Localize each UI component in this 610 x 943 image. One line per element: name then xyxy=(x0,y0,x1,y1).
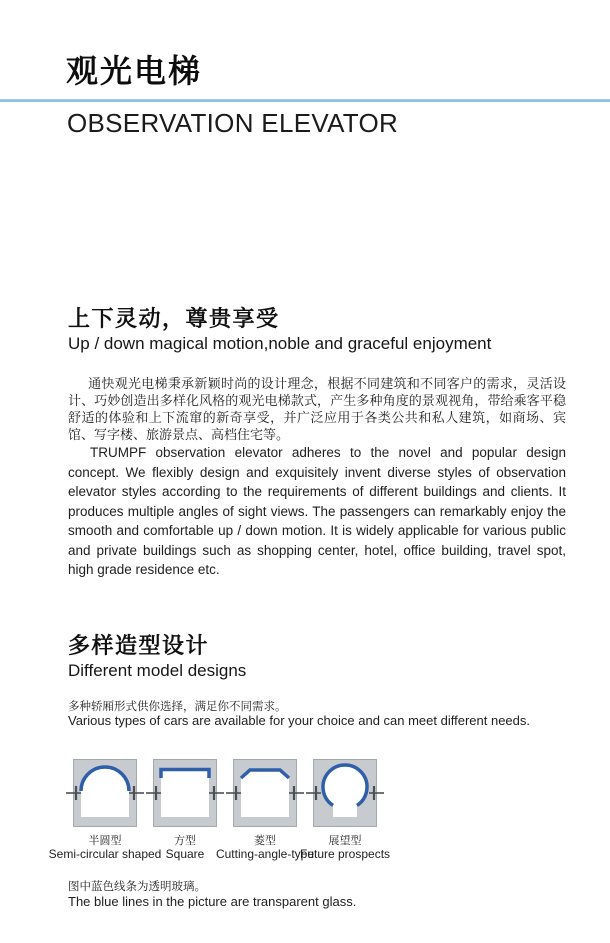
motion-paragraph-zh: 通快观光电梯秉承新颖时尚的设计理念，根据不同建筑和不同客户的需求，灵活设计、巧妙创造出多样化风格的观光电梯款式，产生多种角度的景观视角，带给乘客平稳舒适的体验和上下流窜的新奇享受，并广泛应用于各类公共和私人建筑，如商场、宾馆、写字楼、旅游景点、高档住宅等。 xyxy=(68,376,566,442)
model-item-future-prospects xyxy=(299,757,391,861)
semi-circular-car-diagram-icon xyxy=(66,757,144,829)
model-item-cutting-angle xyxy=(215,757,315,861)
motion-heading-zh: 上下灵动，尊贵享受 xyxy=(68,306,280,331)
model-item-square xyxy=(146,757,224,861)
model-item-semi-circular xyxy=(48,757,162,861)
page-title-en: OBSERVATION ELEVATOR xyxy=(67,108,399,138)
model-label-zh: 展望型 xyxy=(328,835,362,847)
accent-rule xyxy=(0,99,610,102)
models-intro-zh: 多种轿厢形式供你选择，满足你不同需求。 xyxy=(68,701,287,713)
model-figures-row xyxy=(48,757,391,861)
model-label-zh: 菱型 xyxy=(254,835,276,847)
model-label-zh: 方型 xyxy=(174,835,196,847)
future-prospects-car-diagram-icon xyxy=(306,757,384,829)
model-label-en: Semi-circular shaped xyxy=(48,847,162,861)
motion-paragraph-en: TRUMPF observation elevator adheres to the novel and popular design concept. We flexibly design and exquisitely invent diverse styles of observation elevator styles according to the requirements of different buildings and clients. It produces multiple angles of sight views. The passengers can remarkably enjoy the smooth and comfortable up / down motion. It is widely applicable for various public and private buildings such as shopping center, hotel, office building, travel spot, high grade residence etc. xyxy=(68,445,566,577)
model-label-en: Future prospects xyxy=(299,847,391,861)
models-heading-en: Different model designs xyxy=(68,661,247,680)
model-label-en: Square xyxy=(165,847,205,861)
glass-note-zh: 图中蓝色线条为透明玻璃。 xyxy=(68,881,206,893)
model-label-zh: 半圆型 xyxy=(88,835,122,847)
page-title-zh: 观光电梯 xyxy=(66,53,203,89)
motion-heading-en: Up / down magical motion,noble and graceful enjoyment xyxy=(68,334,492,353)
glass-note-en: The blue lines in the picture are transparent glass. xyxy=(68,894,357,909)
models-intro-en: Various types of cars are available for your choice and can meet different needs. xyxy=(68,713,531,728)
model-label-en: Cutting-angle-type xyxy=(215,847,315,861)
cutting-angle-car-diagram-icon xyxy=(226,757,304,829)
square-car-diagram-icon xyxy=(146,757,224,829)
models-heading-zh: 多样造型设计 xyxy=(68,633,210,658)
